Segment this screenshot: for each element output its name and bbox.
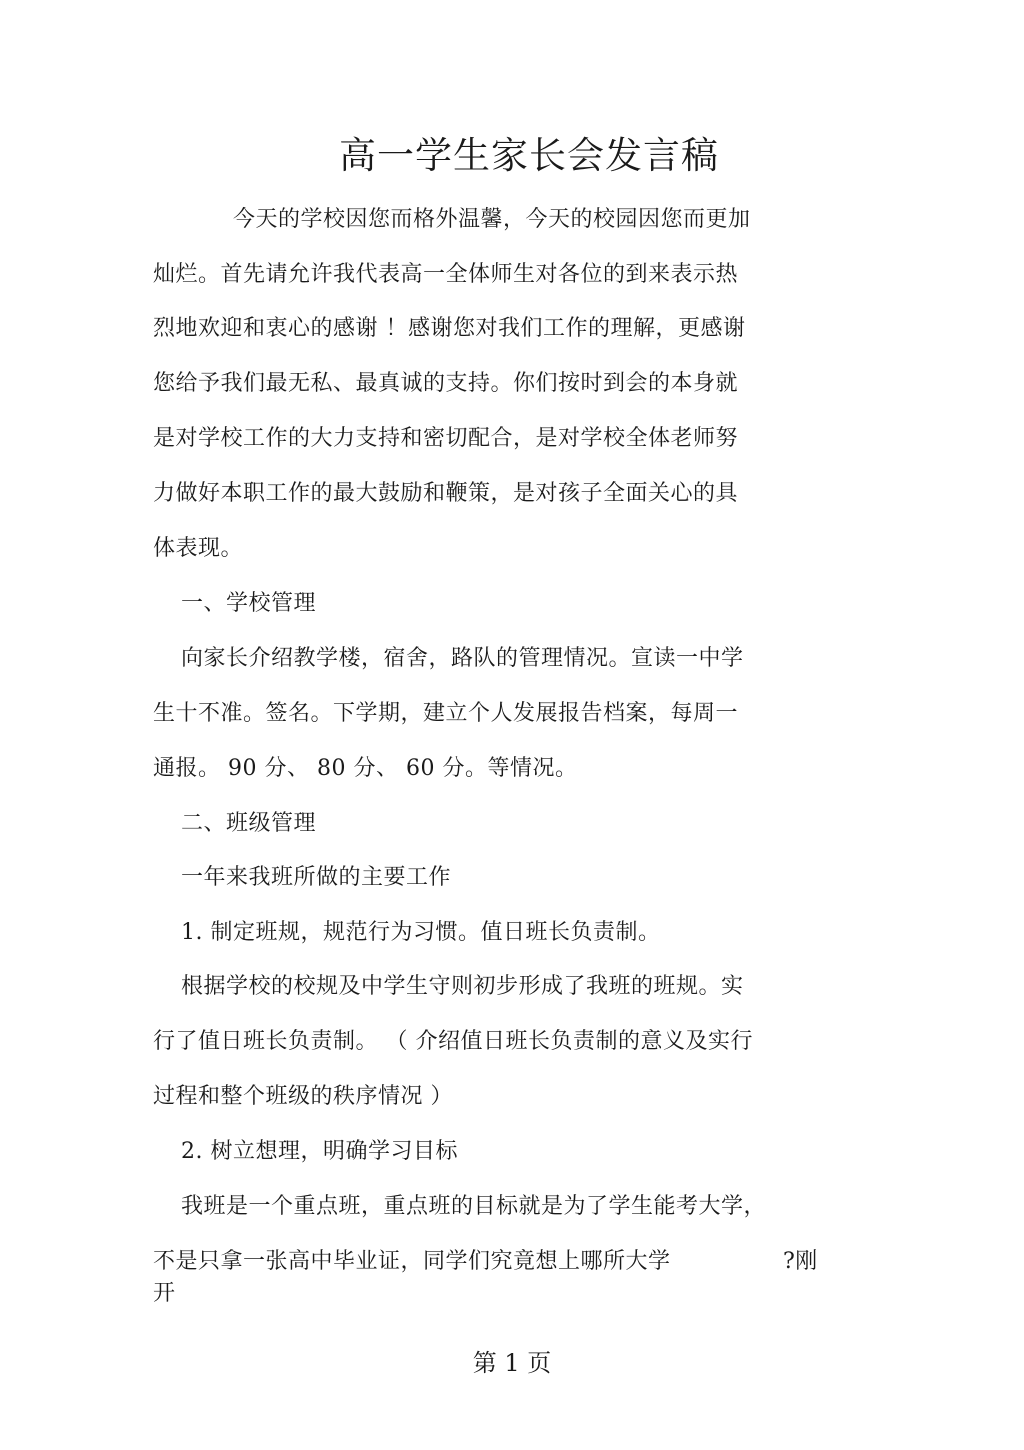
numbered-item: 1. 制定班规，规范行为习惯。值日班长负责制。 <box>181 920 661 945</box>
page-number: 第 1 页 <box>472 1349 552 1377</box>
paragraph-line: 一年来我班所做的主要工作 <box>181 865 452 890</box>
paragraph-line: 今天的学校因您而格外温馨，今天的校园因您而更加 <box>233 207 751 232</box>
paragraph-line: 不是只拿一张高中毕业证，同学们究竟想上哪所大学 <box>153 1249 671 1274</box>
paragraph-line: 根据学校的校规及中学生守则初步形成了我班的班规。实 <box>181 974 744 999</box>
paragraph-line: 是对学校工作的大力支持和密切配合，是对学校全体老师努 <box>153 426 739 451</box>
paragraph-line: 灿烂。首先请允许我代表高一全体师生对各位的到来表示热 <box>153 262 739 287</box>
paragraph-line: 开 <box>153 1281 176 1306</box>
paragraph-line: 烈地欢迎和衷心的感谢 ！感谢您对我们工作的理解，更感谢 <box>153 316 746 341</box>
paragraph-line: 行了值日班长负责制。 （ 介绍值日班长负责制的意义及实行 <box>153 1029 753 1054</box>
paragraph-line: 体表现。 <box>153 536 244 561</box>
paragraph-line-end: ?刚 <box>783 1249 818 1274</box>
paragraph-line: 您给予我们最无私、最真诚的支持。你们按时到会的本身就 <box>153 371 739 396</box>
paragraph-line: 通报。 90 分、 80 分、 60 分。等情况。 <box>153 756 578 781</box>
paragraph-line: 我班是一个重点班，重点班的目标就是为了学生能考大学， <box>181 1194 767 1219</box>
document-title: 高一学生家长会发言稿 <box>339 134 719 177</box>
paragraph-line: 生十不准。签名。下学期，建立个人发展报告档案，每周一 <box>153 701 739 726</box>
section-heading: 二、班级管理 <box>181 811 317 836</box>
numbered-item: 2. 树立想理，明确学习目标 <box>181 1139 458 1164</box>
paragraph-line: 过程和整个班级的秩序情况 ） <box>153 1084 453 1109</box>
section-heading: 一、学校管理 <box>181 591 317 616</box>
paragraph-line: 向家长介绍教学楼，宿舍，路队的管理情况。宣读一中学 <box>181 646 744 671</box>
paragraph-line: 力做好本职工作的最大鼓励和鞭策，是对孩子全面关心的具 <box>153 481 739 506</box>
